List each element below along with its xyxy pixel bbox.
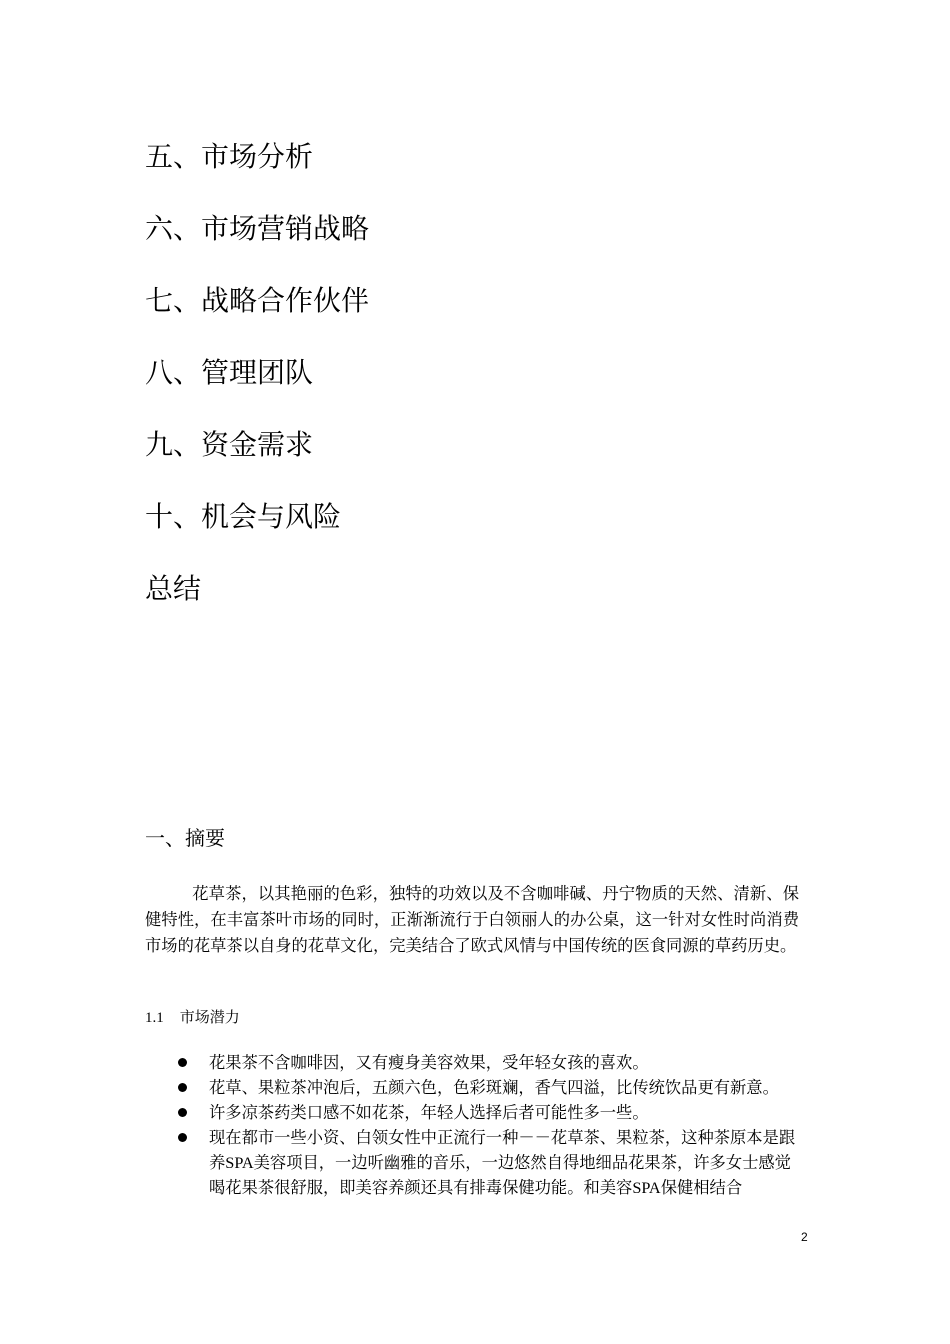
- toc-item: 六、市场营销战略: [145, 214, 370, 245]
- subsection-number: 1.1: [145, 1010, 164, 1026]
- list-item: [172, 1125, 800, 1200]
- section-heading: 一、摘要: [145, 828, 225, 850]
- list-item-text: 现在都市一些小资、白领女性中正流行一种－－花草茶、果粒茶，这种茶原本是跟养SPA美容项目，一边听幽雅的音乐，一边悠然自得地细品花果茶，许多女士感觉喝花果茶很舒服，即美容养颜还具有排毒保健功能。和美容SPA保健相结合: [209, 1128, 796, 1197]
- list-item: [172, 1075, 800, 1100]
- list-item-text: 花果茶不含咖啡因，又有瘦身美容效果，受年轻女孩的喜欢。: [209, 1053, 649, 1072]
- toc-item: 七、战略合作伙伴: [145, 286, 370, 317]
- table-of-contents: [145, 122, 369, 626]
- list-item-text: 许多凉茶药类口感不如花茶，年轻人选择后者可能性多一些。: [209, 1103, 649, 1122]
- list-item-text: 花草、果粒茶冲泡后，五颜六色，色彩斑斓，香气四溢，比传统饮品更有新意。: [209, 1078, 779, 1097]
- toc-item: 十、机会与风险: [145, 502, 342, 533]
- list-item: [172, 1050, 800, 1075]
- bullet-list: [172, 1050, 800, 1200]
- toc-item: 九、资金需求: [145, 430, 314, 461]
- toc-item: 八、管理团队: [145, 358, 314, 389]
- subsection-heading: [145, 1006, 240, 1027]
- subsection-title: 市场潜力: [179, 1010, 240, 1026]
- toc-item: 总结: [145, 574, 202, 605]
- summary-paragraph: 花草茶，以其艳丽的色彩，独特的功效以及不含咖啡碱、丹宁物质的天然、清新、保健特性，在丰富茶叶市场的同时，正渐渐流行于白领丽人的办公桌，这一针对女性时尚消费市场的花草茶以自身的花草文化，完美结合了欧式风情与中国传统的医食同源的草药历史。: [145, 884, 799, 955]
- bullet-icon: [178, 1058, 187, 1067]
- bullet-icon: [178, 1108, 187, 1117]
- toc-item: 五、市场分析: [145, 142, 314, 173]
- bullet-icon: [178, 1133, 187, 1142]
- bullet-icon: [178, 1083, 187, 1092]
- page-number: 2: [801, 1230, 808, 1244]
- list-item: [172, 1100, 800, 1125]
